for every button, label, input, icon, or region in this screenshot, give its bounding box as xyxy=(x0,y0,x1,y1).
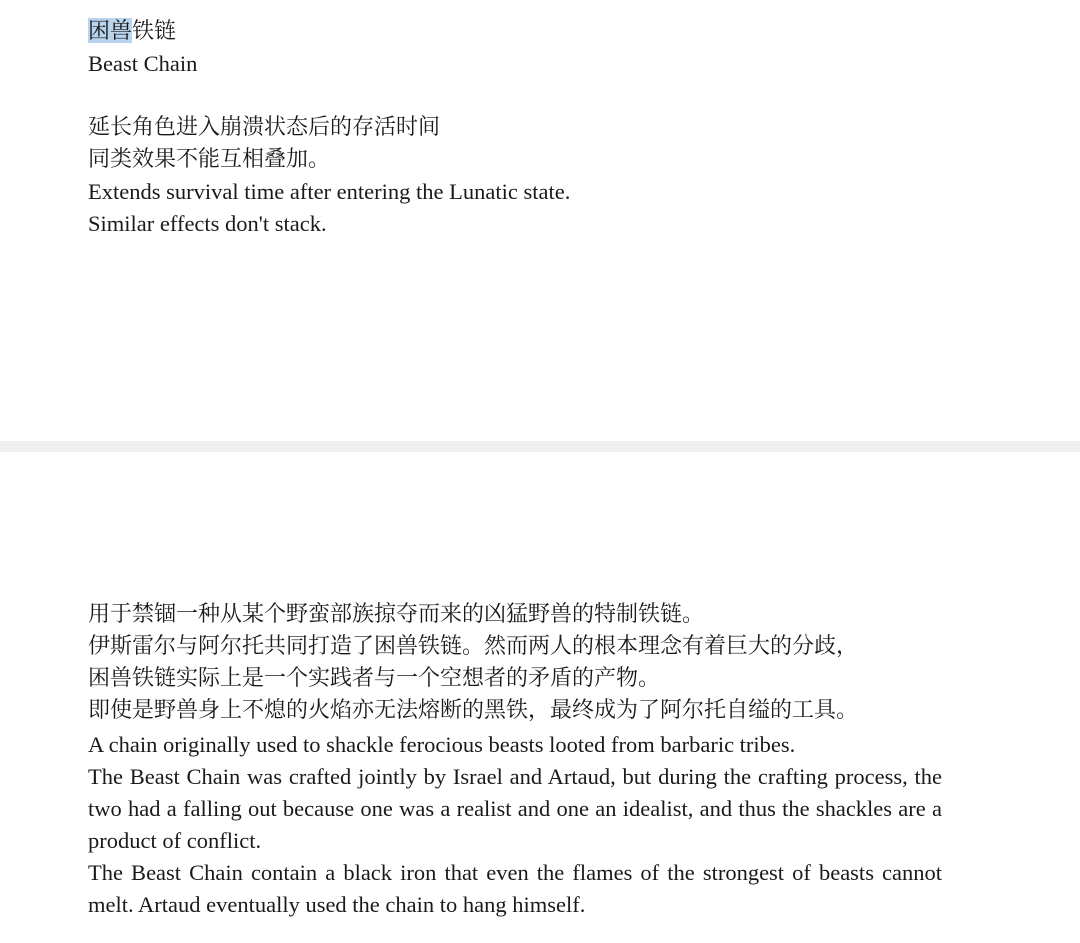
lore-zh-line-3: 困兽铁链实际上是一个实践者与一个空想者的矛盾的产物。 xyxy=(88,665,661,690)
effect-desc-en-line-2: Similar effects don't stack. xyxy=(88,211,327,236)
lore-en-paragraph-1: A chain originally used to shackle ferocious beasts looted from barbaric tribes. xyxy=(88,732,796,757)
document-page-2 xyxy=(0,452,1080,943)
page-separator xyxy=(0,441,1080,452)
effect-desc-zh-line-1: 延长角色进入崩溃状态后的存活时间 xyxy=(88,114,441,139)
lore-zh-line-4: 即使是野兽身上不熄的火焰亦无法熔断的黑铁，最终成为了阿尔托自缢的工具。 xyxy=(88,697,859,722)
effect-desc-en-line-1: Extends survival time after entering the Lunatic state. xyxy=(88,179,571,204)
lore-en-paragraph-2: The Beast Chain was crafted jointly by Israel and Artaud, but during the crafting process, the two had a falling out because one was a realist and one an idealist, and thus the shackles are a product of conflict. xyxy=(88,764,942,853)
item-title-zh-rest: 铁链 xyxy=(132,18,177,43)
document-page-1 xyxy=(0,0,1080,441)
effect-desc-zh-line-2: 同类效果不能互相叠加。 xyxy=(88,146,331,171)
lore-zh-line-1: 用于禁锢一种从某个野蛮部族掠夺而来的凶猛野兽的特制铁链。 xyxy=(88,601,705,626)
lore-en-paragraph-3: The Beast Chain contain a black iron that even the flames of the strongest of beasts cannot melt. Artaud eventually used the chain to hang himself. xyxy=(88,860,942,917)
text-selection-highlight[interactable]: 困兽 xyxy=(88,18,133,43)
item-title-zh[interactable] xyxy=(88,15,176,47)
lore-zh-line-2: 伊斯雷尔与阿尔托共同打造了困兽铁链。然而两人的根本理念有着巨大的分歧， xyxy=(88,633,859,658)
item-title-en: Beast Chain xyxy=(88,51,198,76)
